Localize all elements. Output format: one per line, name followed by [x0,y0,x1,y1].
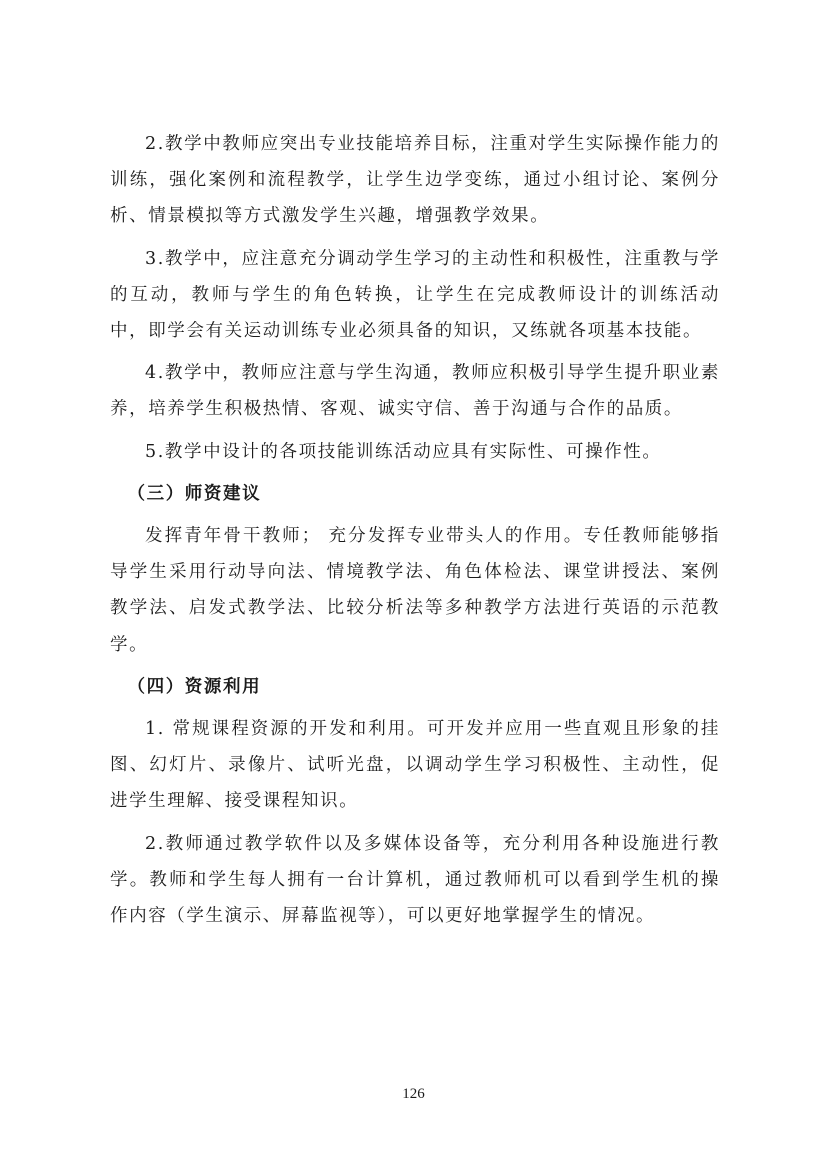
section-heading-resources: （四）资源利用 [127,676,262,697]
paragraph-teaching-3: 3.教学中，应注意充分调动学生学习的主动性和积极性，注重教与学的互动，教师与学生的角色转换，让学生在完成教师设计的训练活动中，即学会有关运动训练专业必须具备的知识，又练就各项基本技能。 [110,248,720,342]
paragraph-teaching-4: 4.教学中，教师应注意与学生沟通，教师应积极引导学生提升职业素养，培养学生积极热情、客观、诚实守信、善于沟通与合作的品质。 [110,363,720,420]
paragraph-teaching-2: 2.教学中教师应突出专业技能培养目标，注重对学生实际操作能力的训练，强化案例和流程教学，让学生边学变练，通过小组讨论、案例分析、情景模拟等方式激发学生兴趣，增强教学效果。 [110,134,720,227]
section-heading-faculty: （三）师资建议 [127,483,262,504]
page-body [110,126,720,940]
paragraph-resources-1: 1. 常规课程资源的开发和利用。可开发并应用一些直观且形象的挂图、幻灯片、录像片、试听光盘，以调动学生学习积极性、主动性，促进学生理解、接受课程知识。 [110,719,720,812]
page-number: 126 [402,1086,425,1102]
paragraph-teaching-5: 5.教学中设计的各项技能训练活动应具有实际性、可操作性。 [145,441,662,462]
paragraph-faculty: 发挥青年骨干教师； 充分发挥专业带头人的作用。专任教师能够指导学生采用行动导向法、情境教学法、角色体检法、课堂讲授法、案例教学法、启发式教学法、比较分析法等多种教学方法进行英语的示范教学。 [110,526,720,655]
paragraph-resources-2: 2.教师通过教学软件以及多媒体设备等，充分利用各种设施进行教学。教师和学生每人拥有一台计算机，通过教师机可以看到学生机的操作内容（学生演示、屏幕监视等），可以更好地掌握学生的情况。 [110,833,720,927]
